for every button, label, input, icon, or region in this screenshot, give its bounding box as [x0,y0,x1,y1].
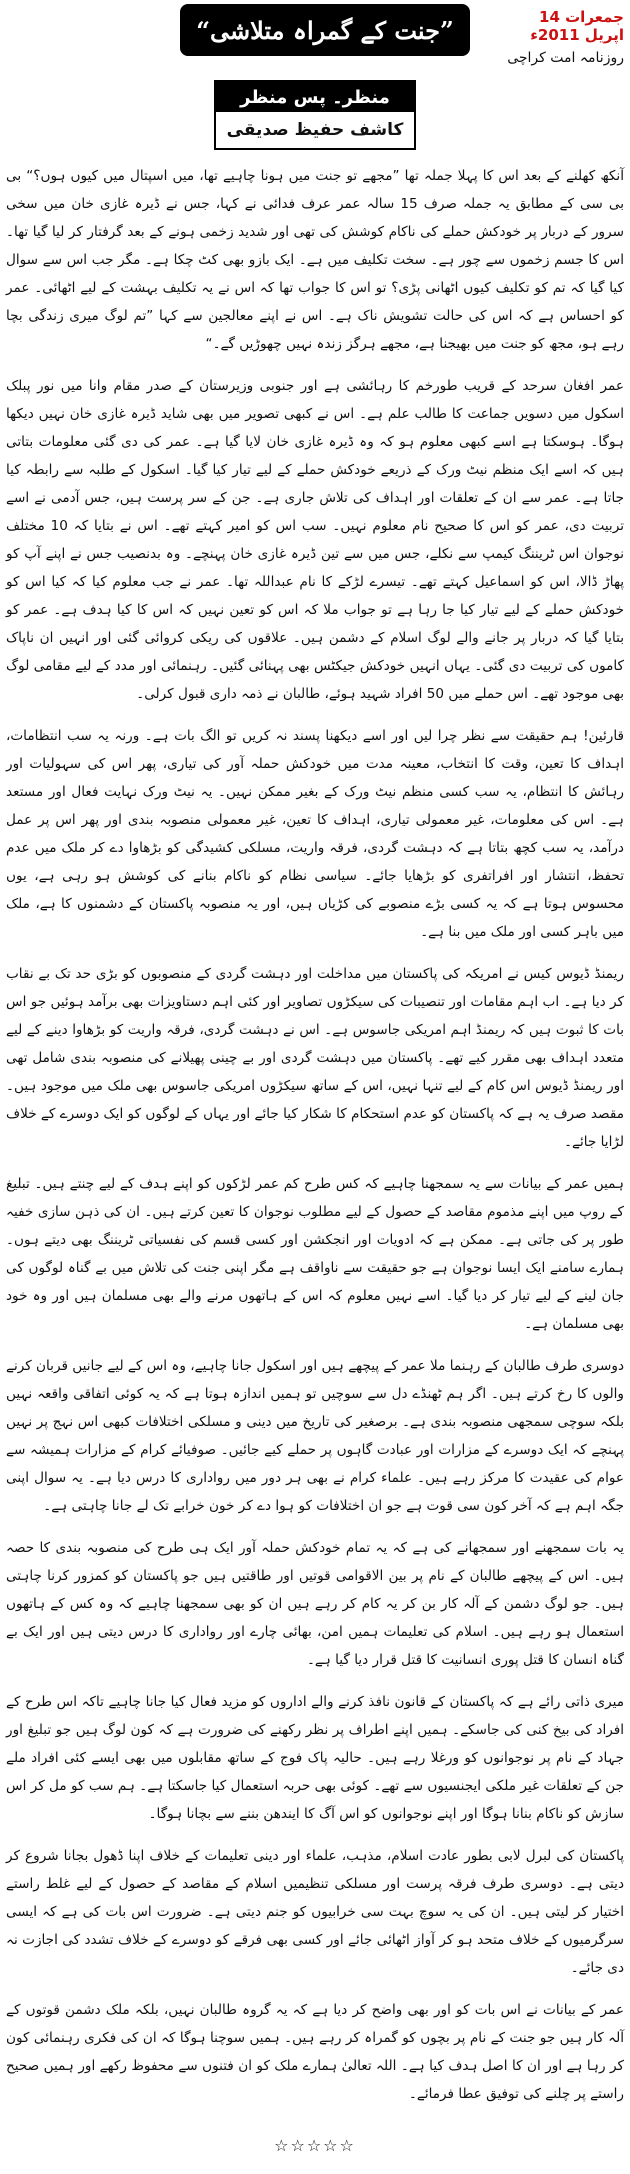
end-of-article-stars: ☆☆☆☆☆ [274,2136,356,2155]
paragraph: میری ذاتی رائے ہے کہ پاکستان کے قانون نافذ کرنے والے اداروں کو مزید فعال کیا جانا چاہیے تاکہ اس طرح کے افراد کی بیخ کنی کی جاسکے۔ ہمیں اپنے اطراف پر نظر رکھنے کی ضرورت ہے کہ کون لوگ ہیں جو تبلیغ اور جہاد کے نام پر نوجوانوں کو ورغلا رہے ہیں۔ حالیہ پاک فوج کے ساتھ مقابلوں میں بھی ایسے کئی افراد ملے جن کے تعلقات غیر ملکی ایجنسیوں سے تھے۔ کوئی بھی حربہ استعمال کیا جاسکتا ہے۔ ہم سب کو مل کر اس سازش کو ناکام بنانا ہوگا اور اپنے نوجوانوں کو اس آگ کا ایندھن بننے سے بچانا ہوگا۔ [6,1694,624,1822]
paragraph: یہ بات سمجھنے اور سمجھانے کی ہے کہ یہ تمام خودکش حملہ آور ایک ہی طرح کی منصوبہ بندی کا حصہ ہیں۔ اس کے پیچھے طالبان کے نام پر بین الاقوامی قوتیں اور طاقتیں ہیں جو پاکستان کو کمزور کرنا چاہتی ہیں۔ جو لوگ دشمن کے آلہ کار بن کر یہ کام کر رہے ہیں ان کو بھی سمجھنا چاہیے کہ وہ کس کے ہاتھوں استعمال ہو رہے ہیں۔ اسلام کی تعلیمات ہمیں امن، بھائی چارے اور رواداری کا درس دیتی ہیں اور ایک بے گناہ انسان کا قتل پوری انسانیت کا قتل قرار دیا گیا ہے۔ [6,1540,624,1668]
paragraph: ریمنڈ ڈیوس کیس نے امریکہ کی پاکستان میں مداخلت اور دہشت گردی کے منصوبوں کو بڑی حد تک بے نقاب کر دیا ہے۔ اب اہم مقامات اور تنصیبات کی سیکڑوں تصاویر اور کئی اہم دستاویزات بھی برآمد ہوئیں جو اس بات کا ثبوت ہیں کہ ریمنڈ اہم امریکی جاسوس ہے۔ اس نے دہشت گردی، فرقہ واریت کو بڑھاوا دینے کے لیے متعدد اہداف بھی مقرر کیے تھے۔ پاکستان میں دہشت گردی اور بے چینی پھیلانے کی منصوبہ بندی شامل تھی اور ریمنڈ ڈیوس اس کام کے لیے تنہا نہیں، اس کے ساتھ سیکڑوں امریکی جاسوس بھی ملک میں موجود ہیں۔ مقصد صرف یہ ہے کہ پاکستان کو عدم استحکام کا شکار کیا جائے اور یہاں کے لوگوں کو ایک دوسرے کے خلاف لڑایا جائے۔ [6,966,624,1150]
paragraph: پاکستان کی لبرل لابی بطور عادت اسلام، مذہب، علماء اور دینی تعلیمات کے خلاف اپنا ڈھول بجانا شروع کر دیتی ہے۔ دوسری طرف فرقہ پرست اور مسلکی تنظیمیں اسلام کے مقاصد کے حصول کے لیے غلط راستے اختیار کر لیتی ہیں۔ ان کی یہ سوچ بہت سی خرابیوں کو جنم دیتی ہے۔ ضرورت اس بات کی ہے کہ ایسی سرگرمیوں کے خلاف متحد ہو کر آواز اٹھائی جائے اور کسی بھی فرقے کو دوسرے کے خلاف تشدد کی اجازت نہ دی جائے۔ [6,1848,624,1976]
paragraph: عمر کے بیانات نے اس بات کو اور بھی واضح کر دیا ہے کہ یہ گروہ طالبان نہیں، بلکہ ملک دشمن قوتوں کے آلہ کار ہیں جو جنت کے نام پر بچوں کو گمراہ کر رہے ہیں۔ ہمیں سوچنا ہوگا کہ ان کی فکری رہنمائی کون کر رہا ہے اور ان کا اصل ہدف کیا ہے۔ اللہ تعالیٰ ہمارے ملک کو ان فتنوں سے محفوظ رکھے اور ہمیں صحیح راستے پر چلنے کی توفیق عطا فرمائے۔ [6,2002,624,2102]
column-name: منظر۔ پس منظر [216,82,414,112]
paragraph: عمر افغان سرحد کے قریب طورخم کا رہائشی ہے اور جنوبی وزیرستان کے صدر مقام وانا میں نور پبلک اسکول میں دسویں جماعت کا طالب علم ہے۔ اس نے کبھی تصویر میں بھی شاید ڈیرہ غازی خان نہیں دیکھا ہوگا۔ ہوسکتا ہے اسے کبھی معلوم ہو کہ وہ ڈیرہ غازی خان لایا گیا ہے۔ عمر کی دی گئی معلومات بتاتی ہیں کہ اسے ایک منظم نیٹ ورک کے ذریعے خودکش حملے کے لیے تیار کیا گیا۔ اسکول کے طلبہ سے رابطہ کیا جاتا ہے۔ عمر سے ان کے تعلقات اور اہداف کی تلاش جاری ہے۔ جن کے سر پرست ہیں، جس آدمی نے اسے تربیت دی، عمر کو اس کا صحیح نام معلوم نہیں۔ سب اس کو امیر کہتے تھے۔ اس نے بتایا کہ 10 مختلف نوجوان اس ٹریننگ کیمپ سے نکلے، جس میں سے تین ڈیرہ غازی خان پہنچے۔ وہ بدنصیب جس نے اپنے آپ کو پھاڑ ڈالا، اس کو اسماعیل کہتے تھے۔ تیسرے لڑکے کا نام عبداللہ تھا۔ عمر نے جب معلوم کیا کہ کیا اس کو خودکش حملے کے لیے تیار کیا جا رہا ہے تو جواب ملا کہ اس کو تعین نہیں کہ اس کا کیا ہدف ہے۔ عمر کو بتایا گیا کہ دربار پر جانے والے لوگ اسلام کے دشمن ہیں۔ علاقوں کی ریکی کروائی گئی اور انہیں ان ناپاک کاموں کی تربیت دی گئی۔ یہاں انہیں خودکش جیکٹس بھی پہنائی گئیں۔ رہنمائی اور مدد کے لیے مقامی لوگ بھی موجود تھے۔ اس حملے میں 50 افراد شہید ہوئے، طالبان نے ذمہ داری قبول کرلی۔ [6,378,624,702]
paragraph: آنکھ کھلنے کے بعد اس کا پہلا جملہ تھا ”مجھے تو جنت میں ہونا چاہیے تھا، میں اسپتال میں کیوں ہوں؟“ بی بی سی کے مطابق یہ جملہ صرف 15 سالہ عمر عرف فدائی نے کہا، جس نے ڈیرہ غازی خان میں سخی سرور کے دربار پر خودکش حملے کی ناکام کوشش کی تھی اور شدید زخمی ہونے کے بعد گرفتار کر لیا گیا تھا۔ اس کا جسم زخموں سے چور ہے۔ سخت تکلیف میں ہے۔ ایک بازو بھی کٹ چکا ہے۔ مگر جب اس سے سوال کیا گیا کہ تم کو تکلیف کیوں اٹھانی پڑی؟ تو اس کا جواب تھا کہ اس نے یہ تکلیف بہشت کے لیے اٹھائی۔ عمر کو احساس ہے کہ اس کی حالت تشویش ناک ہے۔ اس نے اپنے معالجین سے کہا ”تم لوگ میری زندگی بچا رہے ہو، مجھ کو جنت میں بھیجنا ہے، مجھے ہرگز زندہ نہیں چھوڑیں گے۔“ [6,168,624,352]
article-header [0,0,630,140]
article-body [6,162,624,2122]
author-name: کاشف حفیظ صدیقی [226,120,404,140]
article-title: ”جنت کے گمراہ متلاشی“ [180,4,470,56]
paragraph: ہمیں عمر کے بیانات سے یہ سمجھنا چاہیے کہ کس طرح کم عمر لڑکوں کو اپنے ہدف کے لیے چنتے ہیں۔ تبلیغ کے روپ میں اپنے مذموم مقاصد کے حصول کے لیے مطلوب نوجوان کا تعین کرتے ہیں۔ ان کی ذہن سازی خفیہ طور پر کی جاتی ہے۔ ممکن ہے کہ ادویات اور انجکشن اور کسی قسم کی نفسیاتی ٹریننگ بھی دیتے ہوں۔ ہمارے سامنے ایک ایسا نوجوان ہے جو حقیقت سے ناواقف ہے مگر اپنی جنت کی تلاش میں بے گناہ لوگوں کی جان لینے کے لیے تیار کر دیا گیا۔ اسے نہیں معلوم کہ اس کے ہاتھوں مرنے والے بھی مسلمان ہیں اور وہ خود بھی مسلمان ہے۔ [6,1176,624,1332]
byline-box [214,80,416,150]
paragraph: دوسری طرف طالبان کے رہنما ملا عمر کے پیچھے ہیں اور اسکول جانا چاہیے، وہ اس کے لیے جانیں قربان کرنے والوں کا رخ کرتے ہیں۔ اگر ہم ٹھنڈے دل سے سوچیں تو ہمیں اندازہ ہوتا ہے کہ یہ کوئی اتفاقی واقعہ نہیں بلکہ سوچی سمجھی منصوبہ بندی ہے۔ برصغیر کی تاریخ میں دینی و مسلکی اختلافات کبھی اس نہج پر نہیں پہنچے کہ ایک دوسرے کے مزارات اور عبادت گاہوں پر حملے کیے جائیں۔ صوفیائے کرام کے مزارات ہمیشہ سے عوام کی عقیدت کا مرکز رہے ہیں۔ علماء کرام نے بھی ہر دور میں رواداری کا درس دیا ہے۔ یہ سوال اپنی جگہ اہم ہے کہ آخر کون سی قوت ہے جو ان اختلافات کو ہوا دے کر خون خرابے تک لے جانا چاہتی ہے۔ [6,1358,624,1514]
newspaper-name: روزنامہ امت کراچی [507,50,624,66]
paragraph: قارئین! ہم حقیقت سے نظر چرا لیں اور اسے دیکھنا پسند نہ کریں تو الگ بات ہے۔ ورنہ یہ سب انتظامات، اہداف کا تعین، وقت کا انتخاب، معینہ مدت میں خودکش حملہ آور کی تیاری، پھر اس کی سہولیات اور رہائش کا انتظام، یہ سب کسی منظم نیٹ ورک کے بغیر ممکن نہیں۔ یہ نیٹ ورک نہایت فعال اور مستعد ہے۔ اس کی معلومات، غیر معمولی تیاری، اہداف کا تعین، غیر معمولی منصوبہ بندی اور پھر اس پر عمل درآمد، یہ سب کچھ بتاتا ہے کہ دہشت گردی، فرقہ واریت، مسلکی کشیدگی کو بڑھاوا دے کر ملک میں عدم تحفظ، انتشار اور افراتفری کو بڑھایا جائے۔ سیاسی نظام کو ناکام بنانے کی کوشش ہو رہی ہے، یوں محسوس ہوتا ہے کہ یہ کسی بڑے منصوبے کی کڑیاں ہیں، اور یہ منصوبہ پاکستان کے دشمنوں کا ہے، ملک میں باہر کسی اور ملک میں بنا ہے۔ [6,728,624,940]
publication-date: جمعرات 14 اپریل 2011ء [530,8,624,44]
